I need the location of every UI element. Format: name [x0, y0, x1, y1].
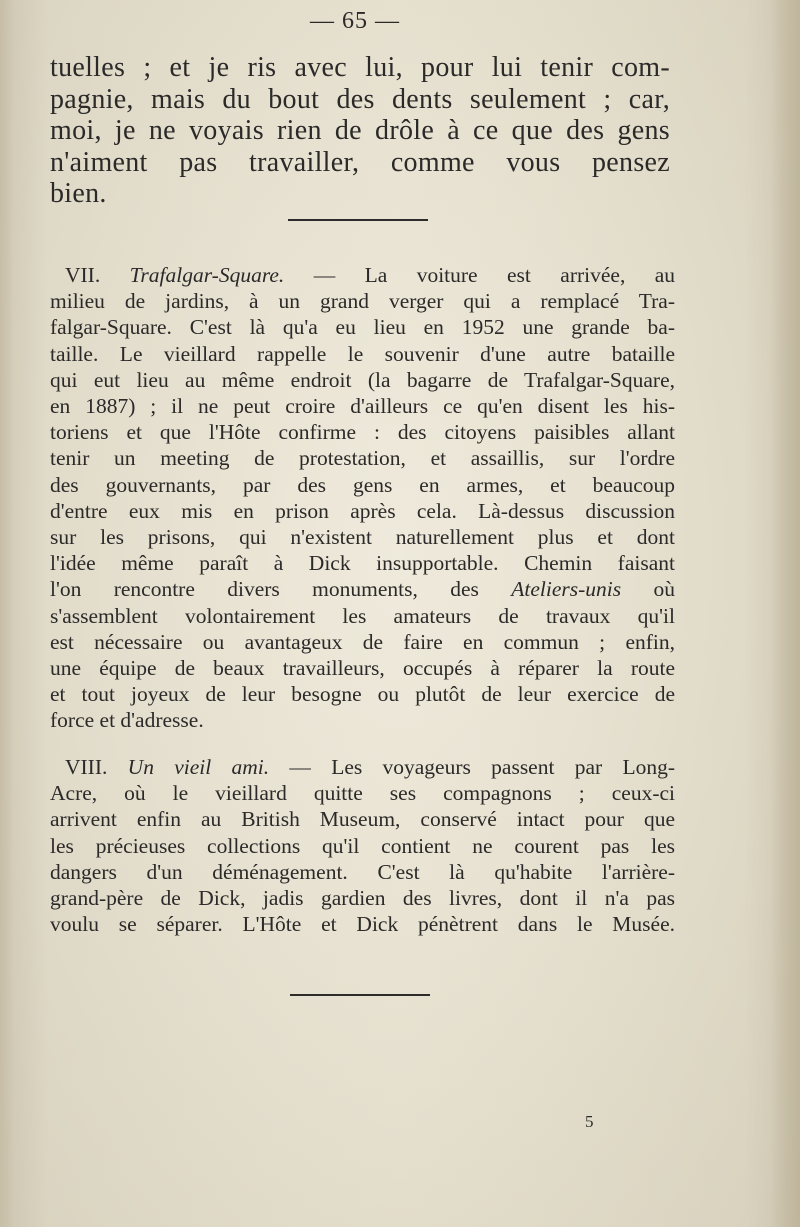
page-edge-shadow-left	[0, 0, 14, 1227]
section-vii-line: tenir un meeting de protestation, et assaillis, sur l'ordre	[50, 446, 675, 471]
section-vii-line: qui eut lieu au même endroit (la bagarre de Trafalgar-Square,	[50, 367, 675, 392]
section-viii-number: VIII.	[65, 755, 108, 779]
section-viii-line: arrivent enfin au British Museum, conservé intact pour que	[50, 807, 675, 832]
section-vii	[50, 262, 675, 734]
section-viii-line: grand-père de Dick, jadis gardien des livres, dont il n'a pas	[50, 886, 675, 911]
section-vii-line: l'on rencontre divers monuments, des	[50, 577, 479, 602]
section-divider	[288, 219, 428, 221]
page-edge-shadow-right	[770, 0, 800, 1227]
intro-line: bien.	[50, 178, 107, 209]
section-vii-line: taille. Le vieillard rappelle le souvenir d'une autre bataille	[50, 341, 675, 366]
section-viii-line: dangers d'un déménagement. C'est là qu'habite l'arrière-	[50, 859, 675, 884]
section-viii-line: voulu se séparer. L'Hôte et Dick pénètrent dans le Musée.	[50, 912, 675, 937]
section-vii-line: l'idée même paraît à Dick insupportable. Chemin faisant	[50, 551, 675, 576]
page-number: — 65 —	[310, 8, 400, 34]
section-viii-line: les précieuses collections qu'il contient ne courent pas les	[50, 833, 675, 858]
section-viii-line: Acre, où le vieillard quitte ses compagnons ; ceux-ci	[50, 781, 675, 806]
section-vii-number: VII.	[65, 263, 101, 287]
section-vii-line-end: où	[653, 577, 676, 602]
section-vii-line: milieu de jardins, à un grand verger qui a remplacé Tra-	[50, 289, 675, 314]
intro-paragraph	[50, 52, 670, 210]
ateliers-unis-term: Ateliers-unis	[511, 577, 622, 602]
section-vii-line: et tout joyeux de leur besogne ou plutôt de leur exercice de	[50, 682, 675, 707]
intro-line: pagnie, mais du bout des dents seulement ; car,	[50, 83, 670, 115]
end-divider	[290, 994, 430, 996]
intro-line: n'aiment pas travailler, comme vous pensez	[50, 146, 670, 178]
section-vii-ateliers-line	[50, 576, 675, 602]
section-viii	[50, 754, 675, 937]
section-vii-line: d'entre eux mis en prison après cela. Là-dessus discussion	[50, 498, 675, 523]
section-viii-first-line: — Les voyageurs passent par Long-	[289, 755, 675, 779]
section-viii-heading-line	[50, 754, 675, 780]
section-vii-heading-line	[50, 262, 675, 288]
section-vii-line: sur les prisons, qui n'existent naturellement plus et dont	[50, 525, 675, 550]
section-vii-line: est nécessaire ou avantageux de faire en commun ; enfin,	[50, 629, 675, 654]
section-viii-title: Un vieil ami.	[127, 755, 270, 779]
intro-line: moi, je ne voyais rien de drôle à ce que des gens	[50, 115, 670, 146]
section-vii-line: une équipe de beaux travailleurs, occupés à réparer la route	[50, 656, 675, 681]
section-vii-line: s'assemblent volontairement les amateurs de travaux qu'il	[50, 603, 675, 628]
section-vii-line: des gouvernants, par des gens en armes, et beaucoup	[50, 472, 675, 497]
section-vii-first-line: — La voiture est arrivée, au	[313, 263, 676, 287]
section-vii-line: force et d'adresse.	[50, 708, 204, 733]
section-vii-line: toriens et que l'Hôte confirme : des citoyens paisibles allant	[50, 420, 675, 445]
section-vii-title: Trafalgar-Square.	[129, 263, 285, 287]
section-vii-line: en 1887) ; il ne peut croire d'ailleurs ce qu'en disent les his-	[50, 394, 675, 419]
section-vii-line: falgar-Square. C'est là qu'a eu lieu en 1952 une grande ba-	[50, 315, 675, 340]
intro-line: tuelles ; et je ris avec lui, pour lui tenir com-	[50, 52, 670, 83]
signature-mark: 5	[585, 1112, 594, 1131]
